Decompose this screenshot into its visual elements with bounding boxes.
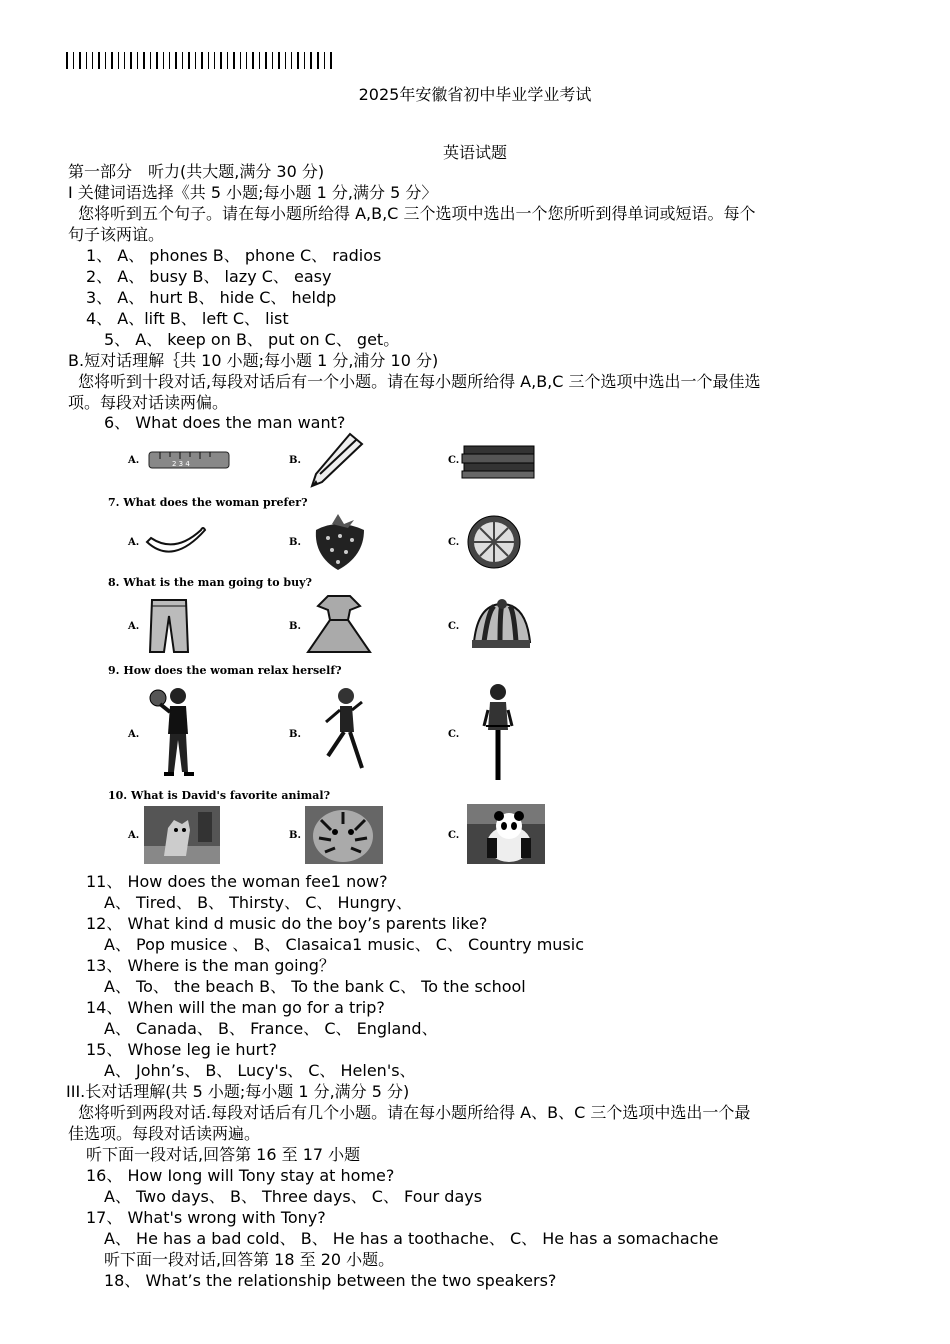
question-11: 11、 How does the woman fee1 now? (86, 872, 388, 891)
section2-instruction-cont: 项。每段对话读两偏。 (68, 393, 229, 412)
question-15-options: A、 John’s、 B、 Lucy's、 C、 Helen's、 (104, 1061, 416, 1080)
panda-photo-icon (467, 804, 545, 864)
question-14-options: A、 Canada、 B、 France、 C、 England、 (104, 1019, 438, 1038)
option-c-label: C. (448, 729, 460, 740)
orange-icon (466, 512, 522, 570)
jeans-icon (146, 598, 192, 654)
option-c-label: C. (448, 537, 460, 548)
section2-instruction: 您将听到十段对话,每段对话后有一个小题。请在每小题所给得 A,B,C 三个选项中选出一个最佳选 (78, 372, 761, 391)
question-2: 2、 A、 busy B、 lazy C、 easy (86, 267, 332, 286)
section3-instruction-cont: 佳选项。每段对话读两遍。 (68, 1124, 261, 1143)
section2-heading: B.短对话理解｛共 10 小题;每小题 1 分,浦分 10 分) (68, 351, 439, 370)
exam-subtitle: 英语试题 (442, 143, 507, 162)
option-b-label: B. (289, 537, 301, 548)
question-4: 4、 A、lift B、 left C、 list (86, 309, 289, 328)
exam-title: 2025年安徽省初中毕业学业考试 (358, 85, 592, 104)
option-a-label: A. (128, 455, 140, 466)
section1-instruction-cont: 句子该两谊。 (68, 225, 165, 244)
pencil-icon (308, 430, 366, 490)
question-17: 17、 What's wrong with Tony? (86, 1208, 326, 1227)
barcode (66, 52, 337, 69)
ruler-icon (148, 450, 230, 470)
question-10: 10. What is David's favorite animal? (108, 789, 331, 802)
option-c-label: C. (448, 455, 460, 466)
hat-icon (470, 598, 532, 652)
volleyball-girl-icon (148, 684, 200, 782)
question-6: 6、 What does the man want? (104, 413, 346, 432)
question-18: 18、 What’s the relationship between the two speakers? (104, 1271, 557, 1290)
question-16: 16、 How Iong will Tony stay at home? (86, 1166, 395, 1185)
question-12: 12、 What kind d music do the boy’s parents like? (86, 914, 488, 933)
option-a-label: A. (128, 621, 140, 632)
part1-heading: 第一部分 听力(共大题,满分 30 分) (68, 162, 325, 181)
cycling-girl-icon (478, 682, 518, 782)
tiger-photo-icon (305, 806, 383, 864)
section1-heading: I 关健词语选择《共 5 小题;每小题 1 分,满分 5 分〉 (68, 183, 438, 202)
option-a-label: A. (128, 537, 140, 548)
question-14: 14、 When will the man go for a trip? (86, 998, 385, 1017)
question-16-options: A、 Two days、 B、 Three days、 C、 Four days (104, 1187, 483, 1206)
option-b-label: B. (289, 830, 301, 841)
section3-heading: III.长对话理解(共 5 小题;每小题 1 分,满分 5 分) (66, 1082, 410, 1101)
question-15: 15、 Whose leg ie hurt? (86, 1040, 277, 1059)
question-12-options: A、 Pop musice 、 B、 Clasaica1 music、 C、 Country music (104, 935, 585, 954)
option-a-label: A. (128, 830, 140, 841)
dialogue-lead-1: 听下面一段对话,回答第 16 至 17 小题 (86, 1145, 361, 1164)
question-1: 1、 A、 phones B、 phone C、 radios (86, 246, 382, 265)
section1-instruction: 您将听到五个句子。请在每小题所给得 A,B,C 三个选项中选出一个您所听到得单词或短语。每个 (78, 204, 756, 223)
question-13: 13、 Where is the man going？ (86, 956, 335, 975)
question-13-options: A、 To、 the beach B、 To the bank C、 To the school (104, 977, 526, 996)
option-a-label: A. (128, 729, 140, 740)
question-9: 9. How does the woman relax herself? (108, 664, 342, 677)
question-5: 5、 A、 keep on B、 put on C、 get。 (104, 330, 400, 349)
option-c-label: C. (448, 830, 460, 841)
books-icon (460, 440, 538, 480)
running-girl-icon (318, 686, 370, 776)
svg-text:2 3 4: 2 3 4 (172, 460, 190, 468)
section3-instruction: 您将听到两段对话.每段对话后有几个小题。请在每小题所给得 A、B、C 三个选项中选出一个最 (78, 1103, 751, 1122)
question-3: 3、 A、 hurt B、 hide C、 heldp (86, 288, 337, 307)
dress-icon (304, 592, 374, 656)
option-b-label: B. (289, 455, 301, 466)
question-17-options: A、 He has a bad cold、 B、 He has a toothache、 C、 He has a somachache (104, 1229, 719, 1248)
option-c-label: C. (448, 621, 460, 632)
banana-icon (143, 522, 209, 562)
dog-photo-icon (144, 806, 220, 864)
dialogue-lead-2: 听下面一段对话,回答第 18 至 20 小题。 (104, 1250, 395, 1269)
question-7: 7. What does the woman prefer? (108, 496, 308, 509)
question-8: 8. What is the man going to buy? (108, 576, 312, 589)
option-b-label: B. (289, 729, 301, 740)
option-b-label: B. (289, 621, 301, 632)
strawberry-icon (308, 512, 370, 572)
question-11-options: A、 Tired、 B、 Thirsty、 C、 Hungry、 (104, 893, 413, 912)
